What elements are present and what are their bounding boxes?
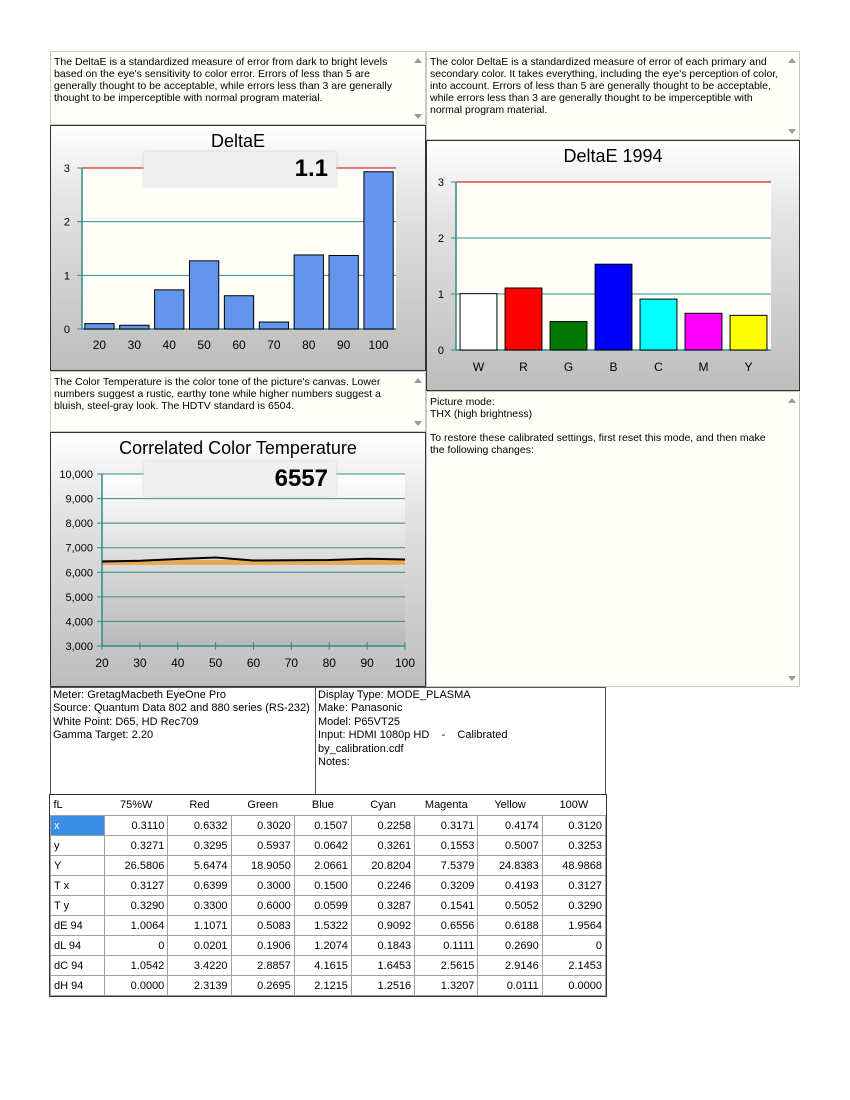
picture-mode-label: Picture mode: (430, 396, 495, 408)
table-cell[interactable]: 7.5379 (415, 856, 478, 876)
table-cell[interactable]: 0.3253 (542, 836, 605, 856)
y-tick-label: 10,000 (59, 469, 93, 481)
table-cell[interactable]: 26.5806 (105, 856, 168, 876)
y-tick-label: 5,000 (65, 591, 93, 604)
table-cell[interactable]: 0.3120 (542, 816, 605, 836)
bar (155, 290, 184, 329)
x-tick-label: C (654, 360, 663, 374)
table-cell[interactable]: 0.3290 (542, 896, 605, 916)
table-cell[interactable]: 0.4174 (478, 816, 542, 836)
deltae-chart-title: DeltaE (210, 131, 266, 151)
table-cell[interactable]: 1.6453 (351, 956, 414, 976)
table-cell[interactable]: 0.3209 (415, 876, 478, 896)
cct-description-box[interactable] (50, 371, 426, 432)
table-cell[interactable]: 0.2246 (351, 876, 414, 896)
display-type: Display Type: MODE_PLASMA (318, 689, 471, 701)
table-cell[interactable]: 0.5937 (231, 836, 294, 856)
table-cell[interactable]: 2.1215 (294, 976, 351, 996)
column-header: 100W (559, 799, 589, 811)
row-label[interactable]: y (51, 836, 105, 856)
x-tick-label: 100 (394, 656, 416, 670)
table-cell[interactable]: 1.1071 (168, 916, 231, 936)
table-cell[interactable]: 0.3110 (105, 816, 168, 836)
table-cell[interactable]: 1.5322 (294, 916, 351, 936)
y-tick-label: 0 (63, 324, 70, 336)
bar (730, 315, 767, 350)
table-cell[interactable]: 0.1553 (415, 836, 478, 856)
bar (189, 261, 218, 329)
bar (259, 322, 288, 329)
row-label[interactable]: dC 94 (51, 956, 105, 976)
table-row[interactable] (51, 856, 606, 876)
table-cell[interactable]: 48.9868 (542, 856, 605, 876)
meter-name: Meter: GretagMacbeth EyeOne Pro (53, 689, 227, 701)
table-cell[interactable]: 0.1500 (294, 876, 351, 896)
row-label[interactable]: dE 94 (51, 916, 105, 936)
table-row[interactable] (51, 956, 606, 976)
table-cell[interactable]: 1.9564 (542, 916, 605, 936)
y-tick-label: 3 (437, 177, 444, 189)
x-tick-label: 40 (171, 656, 185, 670)
scroll-down-arrow-icon[interactable] (788, 676, 796, 681)
deltae-description-text: The DeltaE is a standardized measure of error from dark to bright levels based on the eye's sensitivity to color error. Errors of less than 5 are generally thought to be acceptable, while errors less than 3 are generally thought to be imperceptible with normal program material. (54, 56, 392, 104)
cct-average-value: 6557 (144, 462, 336, 496)
x-tick-label: 20 (92, 338, 107, 352)
deltae-average-value: 1.1 (144, 152, 336, 186)
bar (85, 324, 114, 329)
table-row[interactable] (51, 876, 606, 896)
table-cell[interactable]: 2.3139 (168, 976, 231, 996)
x-tick-label: M (698, 360, 709, 374)
table-cell[interactable]: 1.3207 (415, 976, 478, 996)
scroll-down-arrow-icon[interactable] (788, 129, 796, 134)
table-cell[interactable]: 0.3271 (105, 836, 168, 856)
x-tick-label: 30 (133, 656, 147, 670)
table-row[interactable] (51, 936, 606, 956)
table-cell[interactable]: 0.5052 (478, 896, 542, 916)
table-cell[interactable]: 24.8383 (478, 856, 542, 876)
table-cell[interactable]: 0.0000 (542, 976, 605, 996)
table-row[interactable] (51, 916, 606, 936)
table-cell[interactable]: 0.2690 (478, 936, 542, 956)
column-header: Green (247, 799, 278, 811)
table-cell[interactable]: 0 (105, 936, 168, 956)
y-tick-label: 3,000 (65, 641, 93, 653)
x-tick-label: W (472, 360, 485, 374)
y-tick-label: 6,000 (65, 567, 93, 580)
table-cell[interactable]: 0.3000 (231, 876, 294, 896)
bar (550, 322, 587, 350)
deltae-1994-chart-title: DeltaE 1994 (563, 146, 663, 166)
table-row[interactable] (51, 976, 606, 996)
scroll-up-arrow-icon[interactable] (788, 58, 796, 63)
display-make: Make: Panasonic (318, 702, 403, 715)
scroll-down-arrow-icon[interactable] (414, 114, 422, 119)
x-tick-label: 60 (246, 656, 261, 670)
table-cell[interactable]: 1.0542 (105, 956, 168, 976)
white-point: White Point: D65, HD Rec709 (53, 715, 199, 728)
table-cell[interactable]: 1.2516 (351, 976, 414, 996)
row-label[interactable]: dL 94 (51, 936, 105, 956)
y-tick-label: 0 (437, 345, 444, 357)
table-cell[interactable]: 2.8857 (231, 956, 294, 976)
deltae-1994-chart-panel (426, 140, 800, 391)
x-tick-label: 70 (284, 656, 299, 670)
x-tick-label: 30 (127, 338, 142, 352)
x-tick-label: G (563, 360, 574, 374)
table-cell[interactable]: 0.1843 (351, 936, 414, 956)
table-cell[interactable]: 0.3300 (168, 896, 231, 916)
x-tick-label: 20 (95, 656, 109, 670)
table-cell[interactable]: 1.0064 (105, 916, 168, 936)
y-tick-label: 4,000 (65, 616, 93, 629)
display-model: Model: P65VT25 (318, 715, 400, 728)
table-cell[interactable]: 0 (542, 936, 605, 956)
table-cell[interactable]: 0.1507 (294, 816, 351, 836)
column-header: Magenta (424, 799, 468, 811)
column-header: Blue (311, 799, 334, 811)
table-cell[interactable]: 0.6000 (231, 896, 294, 916)
table-cell[interactable]: 0.3020 (231, 816, 294, 836)
row-label[interactable]: x (51, 816, 105, 836)
table-cell[interactable]: 0.1111 (415, 936, 478, 956)
table-cell[interactable]: 2.5615 (415, 956, 478, 976)
column-header: 75%W (119, 799, 153, 811)
deltae-description-box[interactable] (50, 51, 426, 125)
bar (364, 172, 393, 329)
table-cell[interactable]: 2.1453 (542, 956, 605, 976)
x-tick-label: R (519, 360, 528, 374)
cct-description-text: The Color Temperature is the color tone of the picture's canvas. Lower numbers suggest a rustic, earthy tone while higher numbers suggest a bluish, steel-gray look. The HDTV standard is 6504. (54, 376, 381, 412)
column-header: Yellow (494, 799, 526, 811)
table-cell[interactable]: 0.6556 (415, 916, 478, 936)
table-cell[interactable]: 0.6188 (478, 916, 542, 936)
table-cell[interactable]: 0.2695 (231, 976, 294, 996)
table-cell[interactable]: 0.3287 (351, 896, 414, 916)
table-cell[interactable]: 2.0661 (294, 856, 351, 876)
x-tick-label: Y (744, 360, 753, 374)
table-cell[interactable]: 0.0111 (478, 976, 542, 996)
restore-instructions: To restore these calibrated settings, first reset this mode, and then make the following changes: (430, 432, 766, 456)
table-cell[interactable]: 0.5083 (231, 916, 294, 936)
table-cell[interactable]: 0.1906 (231, 936, 294, 956)
table-cell[interactable]: 0.4193 (478, 876, 542, 896)
x-tick-label: 80 (322, 656, 336, 670)
picture-mode-box[interactable] (426, 391, 800, 687)
y-tick-label: 7,000 (65, 542, 93, 555)
y-tick-label: 8,000 (65, 518, 93, 531)
table-cell[interactable]: 2.9146 (478, 956, 542, 976)
scroll-up-arrow-icon[interactable] (414, 378, 422, 383)
table-row[interactable] (51, 896, 606, 916)
display-info-box (315, 687, 606, 795)
calibration-file: by_calibration.cdf (318, 742, 404, 755)
table-cell[interactable]: 0.3295 (168, 836, 231, 856)
table-cell[interactable]: 4.1615 (294, 956, 351, 976)
x-tick-label: 60 (232, 338, 246, 352)
scroll-up-arrow-icon[interactable] (788, 398, 796, 403)
table-cell[interactable]: 20.8204 (351, 856, 414, 876)
table-cell[interactable]: 0.2258 (351, 816, 414, 836)
table-cell[interactable]: 0.3290 (105, 896, 168, 916)
deltae-1994-chart (427, 141, 801, 392)
table-cell[interactable]: 0.1541 (415, 896, 478, 916)
table-cell[interactable]: 1.2074 (294, 936, 351, 956)
gamma-target: Gamma Target: 2.20 (53, 729, 154, 742)
row-label[interactable]: dH 94 (51, 976, 105, 996)
x-tick-label: 70 (267, 338, 281, 352)
table-cell[interactable]: 0.0201 (168, 936, 231, 956)
bar (595, 264, 632, 350)
scroll-down-arrow-icon[interactable] (414, 421, 422, 426)
y-tick-label: 2 (63, 216, 70, 229)
bar (329, 255, 358, 329)
table-cell[interactable]: 0.6399 (168, 876, 231, 896)
deltae-chart-panel (50, 125, 426, 371)
table-cell[interactable]: 0.9092 (351, 916, 414, 936)
table-cell[interactable]: 0.5007 (478, 836, 542, 856)
table-header-row (51, 795, 606, 816)
column-header: Red (189, 799, 210, 811)
x-tick-label: 80 (302, 338, 316, 352)
y-tick-label: 2 (437, 233, 444, 245)
bar (294, 255, 323, 329)
picture-mode-value: THX (high brightness) (430, 408, 533, 420)
y-tick-label: 1 (437, 289, 444, 301)
source-name: Source: Quantum Data 802 and 880 series (RS-232) (53, 702, 310, 715)
table-row[interactable] (51, 816, 606, 836)
cct-chart-panel (50, 432, 426, 687)
bar (224, 296, 253, 329)
table-cell[interactable]: 0.0642 (294, 836, 351, 856)
table-cell[interactable]: 5.6474 (168, 856, 231, 876)
table-cell[interactable]: 3.4220 (168, 956, 231, 976)
bar (505, 288, 542, 350)
x-tick-label: 100 (368, 338, 389, 352)
x-tick-label: 50 (208, 656, 223, 670)
row-label[interactable]: T y (51, 896, 105, 916)
scroll-up-arrow-icon[interactable] (414, 58, 422, 63)
y-tick-label: 1 (63, 270, 70, 283)
x-tick-label: B (609, 360, 618, 374)
color-deltae-description-box[interactable] (426, 51, 800, 140)
table-cell[interactable]: 0.0000 (105, 976, 168, 996)
column-header: Cyan (370, 799, 396, 811)
x-tick-label: 90 (336, 338, 351, 352)
table-row[interactable] (51, 836, 606, 856)
y-tick-label: 3 (63, 163, 70, 175)
row-label[interactable]: T x (51, 876, 105, 896)
notes-label: Notes: (318, 756, 350, 769)
x-tick-label: 40 (162, 338, 176, 352)
bar (460, 294, 497, 350)
table-cell[interactable]: 0.3127 (542, 876, 605, 896)
x-tick-label: 50 (197, 338, 211, 352)
table-cell[interactable]: 0.6332 (168, 816, 231, 836)
meter-info-box (50, 687, 316, 795)
x-tick-label: 90 (360, 656, 374, 670)
bar (640, 299, 677, 350)
table-cell[interactable]: 0.3171 (415, 816, 478, 836)
table-cell[interactable]: 18.9050 (231, 856, 294, 876)
row-label[interactable]: Y (51, 856, 105, 876)
table-cell[interactable]: 0.3127 (105, 876, 168, 896)
bar (120, 325, 149, 329)
cct-chart-title: Correlated Color Temperature (119, 438, 357, 458)
measurements-table (50, 795, 606, 996)
column-header: fL (53, 799, 63, 811)
table-cell[interactable]: 0.0599 (294, 896, 351, 916)
bar (685, 313, 722, 350)
display-input: Input: HDMI 1080p HD - Calibrated (318, 729, 508, 742)
y-tick-label: 9,000 (65, 493, 93, 506)
table-cell[interactable]: 0.3261 (351, 836, 414, 856)
color-deltae-description-text: The color DeltaE is a standardized measure of error of each primary and secondary color. It takes everything, including the eye's perception of color, into account. Errors of less than 5 are generally thought to be acceptable, while errors less than 3 are generally thought to be imperceptible with normal program material. (430, 56, 779, 116)
